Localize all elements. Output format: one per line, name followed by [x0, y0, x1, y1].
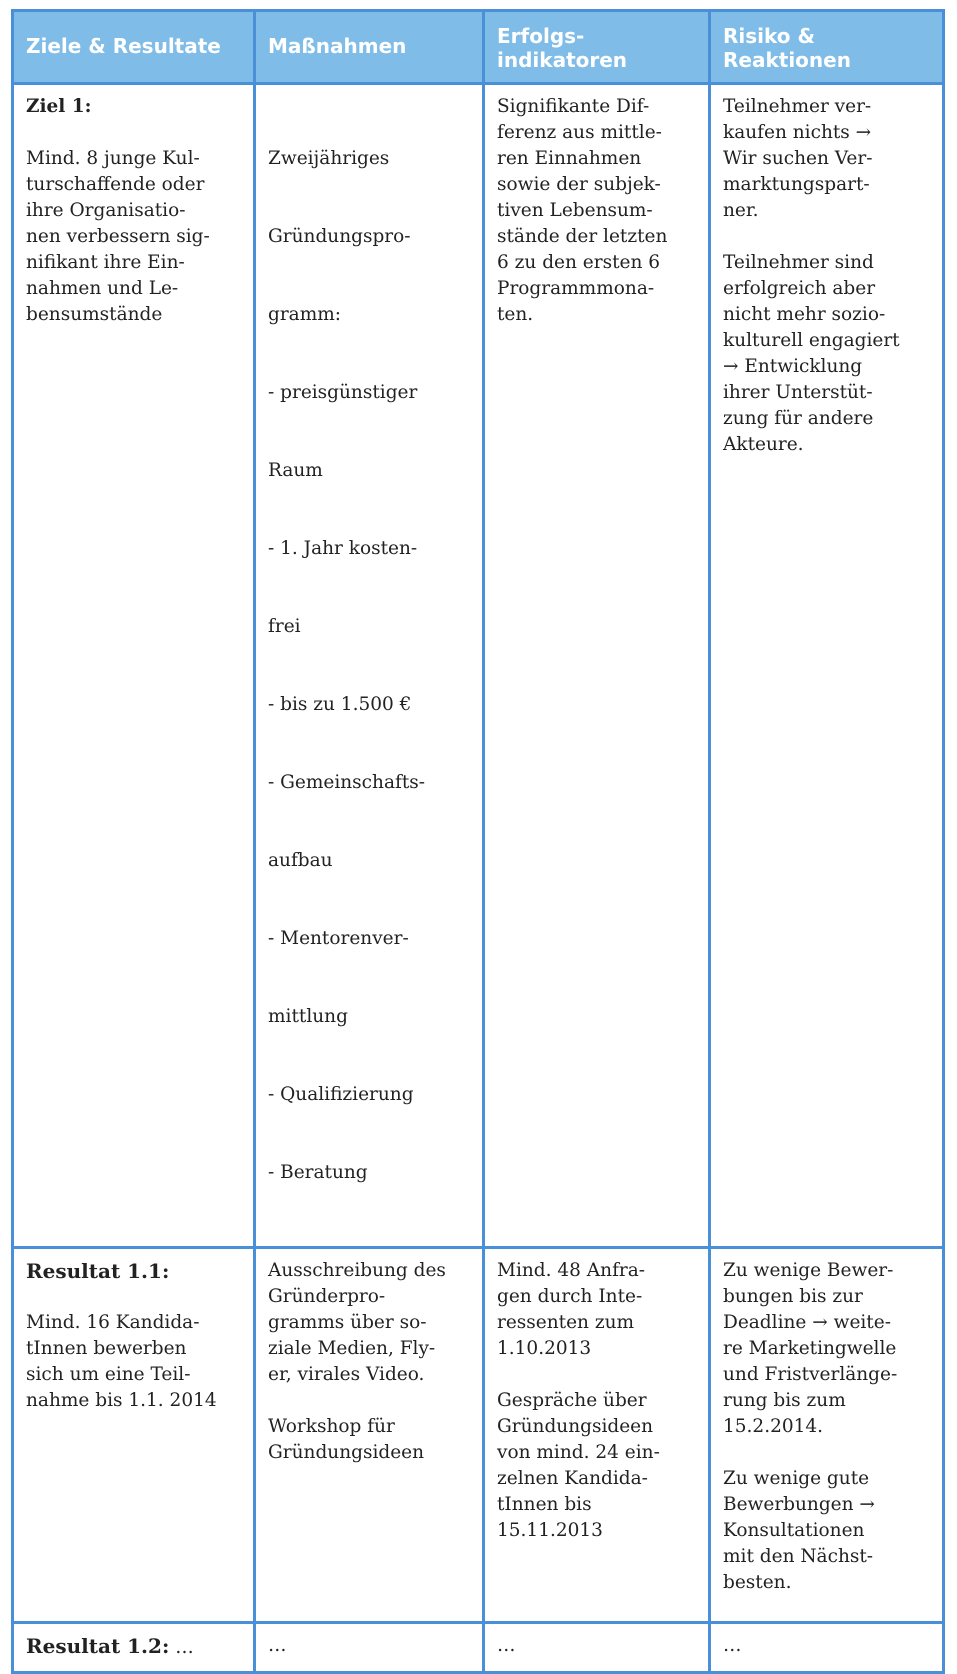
result-cell: Resultat 1.2: …: [13, 1623, 255, 1673]
risk-cell: Zu wenige Bewer- bungen bis zur Deadline → weite- re Marketingwelle und Fristverlänge- rung bis zum 15.2.2014. Zu wenige gute Bewerbungen → Konsultationen mit den Nächst- besten.: [710, 1248, 944, 1623]
result-title: Resultat 1.2:: [26, 1634, 170, 1658]
header-measures: Maßnahmen: [255, 11, 484, 84]
measures-cell: …: [255, 1623, 484, 1673]
measures-cell: Zweijähriges Gründungspro- gramm: - preisgünstiger Raum - 1. Jahr kosten- frei - bis zu 1.500 € - Gemeinschafts- aufbau - Mentorenver- mittlung - Qualifizierung - Beratung: [255, 84, 484, 1248]
header-row: [13, 11, 944, 84]
risk-cell: …: [710, 1623, 944, 1673]
logframe-table: [11, 9, 945, 1674]
result-cell: Resultat 1.1: Mind. 16 Kandida- tInnen bewerben sich um eine Teil- nahme bis 1.1. 2014: [13, 1248, 255, 1623]
indicator-cell: Signifikante Dif- ferenz aus mittle- ren Einnahmen sowie der subjek- tiven Lebensum- stände der letzten 6 zu den ersten 6 Programmmona- ten.: [484, 84, 710, 1248]
goal-title: Ziel 1:: [26, 96, 92, 117]
indicator-cell: Mind. 48 Anfra- gen durch Inte- ressenten zum 1.10.2013 Gespräche über Gründungsideen von mind. 24 ein- zelnen Kandida- tInnen bis 15.11.2013: [484, 1248, 710, 1623]
table-row: [13, 84, 944, 1248]
header-goals-results: Ziele & Resultate: [13, 11, 255, 84]
table-row: [13, 1248, 944, 1623]
goal-cell: Ziel 1: Mind. 8 junge Kul- turschaffende oder ihre Organisatio- nen verbessern sig- nifikant ihre Ein- nahmen und Le- bensumstände: [13, 84, 255, 1248]
indicator-cell: …: [484, 1623, 710, 1673]
header-risks-reactions: Risiko & Reaktionen: [710, 11, 944, 84]
table-row: [13, 1623, 944, 1673]
header-success-indicators: Erfolgs- indikatoren: [484, 11, 710, 84]
result-title: Resultat 1.1:: [26, 1259, 170, 1283]
risk-cell: Teilnehmer ver- kaufen nichts → Wir suchen Ver- marktungspart- ner. Teilnehmer sind erfolgreich aber nicht mehr sozio- kulturell engagiert → Entwicklung ihrer Unterstüt- zung für andere Akteure.: [710, 84, 944, 1248]
measures-cell: Ausschreibung des Gründerpro- gramms über so- ziale Medien, Fly- er, virales Video. Workshop für Gründungsideen: [255, 1248, 484, 1623]
